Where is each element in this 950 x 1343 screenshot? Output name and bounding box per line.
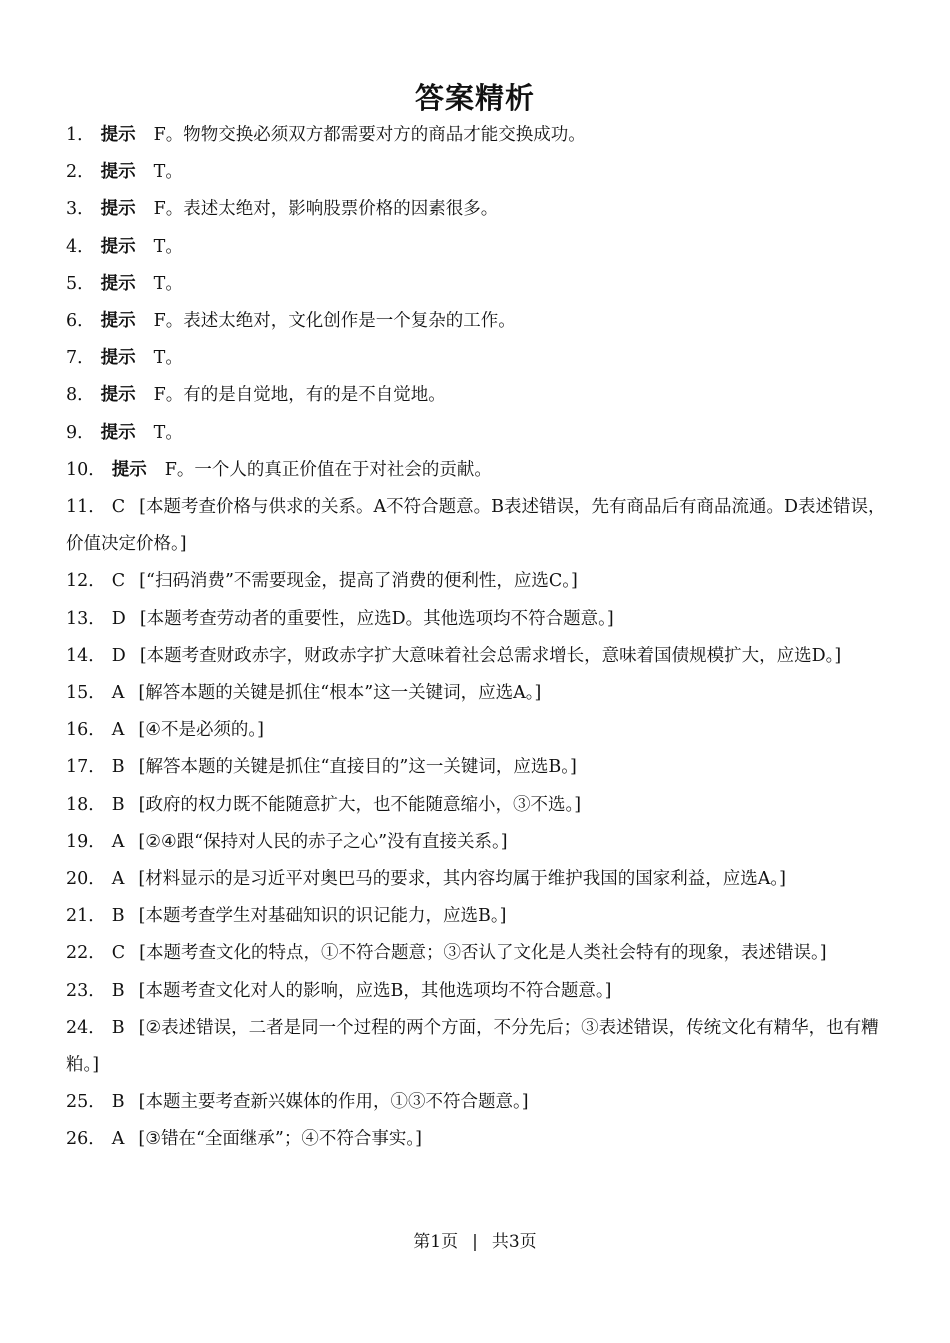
answer-number: 4． — [66, 236, 95, 257]
answer-explanation: T。 — [153, 422, 183, 443]
page-current: 第1页 — [413, 1232, 459, 1252]
answer-item — [66, 229, 886, 266]
answer-explanation: F。有的是自觉地，有的是不自觉地。 — [153, 385, 446, 406]
answer-hint-label: 提示 — [100, 125, 136, 145]
answer-explanation: [②④跟“保持对人民的赤子之心”没有直接关系。] — [138, 831, 508, 852]
answer-number: 3． — [66, 199, 95, 220]
answer-number: 9． — [66, 422, 95, 443]
answer-choice: C — [111, 943, 126, 964]
answer-item — [66, 303, 886, 340]
answer-choice: B — [111, 1092, 125, 1113]
answer-explanation: [本题主要考查新兴媒体的作用，①③不符合题意。] — [138, 1092, 529, 1113]
answer-choice: B — [111, 906, 125, 927]
answer-item — [66, 861, 886, 898]
answer-item — [66, 489, 886, 563]
answer-item — [66, 452, 886, 489]
answer-explanation: [本题考查劳动者的重要性，应选D。其他选项均不符合题意。] — [139, 608, 614, 629]
answer-item — [66, 675, 886, 712]
answer-item — [66, 749, 886, 786]
answer-explanation: T。 — [153, 273, 183, 294]
answer-number: 1． — [66, 125, 95, 145]
answer-hint-label: 提示 — [100, 348, 136, 369]
answer-number: 7． — [66, 348, 95, 369]
answer-list — [66, 117, 886, 1159]
answer-item — [66, 601, 886, 638]
answer-item — [66, 266, 886, 303]
answer-number: 17． — [66, 757, 106, 778]
answer-number: 13． — [66, 608, 106, 629]
page-footer — [0, 1227, 950, 1252]
answer-number: 22． — [66, 943, 106, 964]
answer-explanation: [本题考查财政赤字，财政赤字扩大意味着社会总需求增长，意味着国债规模扩大，应选D。] — [139, 645, 842, 666]
answer-explanation: [“扫码消费”不需要现金，提高了消费的便利性，应选C。] — [139, 571, 578, 592]
answer-number: 6． — [66, 311, 95, 332]
answer-explanation: [②表述错误，二者是同一个过程的两个方面，不分先后；③表述错误，传统文化有精华，也有糟粕。] — [66, 1017, 879, 1076]
answer-item — [66, 787, 886, 824]
answer-choice: B — [111, 757, 125, 778]
answer-number: 12． — [66, 571, 106, 592]
answer-explanation: [③错在“全面继承”；④不符合事实。] — [138, 1129, 422, 1150]
answer-number: 23． — [66, 980, 106, 1001]
answer-explanation: [材料显示的是习近平对奥巴马的要求，其内容均属于维护我国的国家利益，应选A。] — [138, 869, 786, 890]
answer-choice: A — [111, 831, 125, 852]
answer-item — [66, 824, 886, 861]
answer-hint-label: 提示 — [100, 422, 136, 443]
answer-explanation: [④不是必须的。] — [138, 720, 265, 741]
answer-hint-label: 提示 — [111, 459, 147, 480]
answer-choice: A — [111, 869, 125, 890]
answer-number: 18． — [66, 794, 106, 815]
answer-item — [66, 415, 886, 452]
answer-hint-label: 提示 — [100, 199, 136, 220]
answer-hint-label: 提示 — [100, 236, 136, 257]
answer-explanation: [解答本题的关键是抓住“根本”这一关键词，应选A。] — [138, 683, 542, 704]
answer-item — [66, 1084, 886, 1121]
answer-choice: C — [111, 497, 126, 518]
answer-explanation: [本题考查文化的特点，①不符合题意；③否认了文化是人类社会特有的现象，表述错误。] — [139, 943, 827, 964]
answer-explanation: F。一个人的真正价值在于对社会的贡献。 — [164, 459, 492, 480]
answer-number: 15． — [66, 683, 106, 704]
answer-explanation: T。 — [153, 236, 183, 257]
answer-choice: D — [111, 645, 126, 666]
answer-item — [66, 935, 886, 972]
answer-choice: A — [111, 720, 125, 741]
answer-explanation: F。表述太绝对，影响股票价格的因素很多。 — [153, 199, 499, 220]
answer-choice: A — [111, 683, 125, 704]
answer-item — [66, 117, 886, 154]
answer-explanation: F。物物交换必须双方都需要对方的商品才能交换成功。 — [153, 125, 586, 145]
answer-item — [66, 377, 886, 414]
page-total: 共3页 — [491, 1232, 537, 1252]
answer-number: 2． — [66, 162, 95, 183]
answer-item — [66, 191, 886, 228]
answer-number: 24． — [66, 1017, 106, 1038]
answer-number: 21． — [66, 906, 106, 927]
answer-hint-label: 提示 — [100, 273, 136, 294]
answer-item — [66, 638, 886, 675]
answer-explanation: T。 — [153, 162, 183, 183]
answer-item — [66, 898, 886, 935]
answer-item — [66, 1010, 886, 1084]
answer-number: 11． — [66, 497, 106, 518]
answer-explanation: [解答本题的关键是抓住“直接目的”这一关键词，应选B。] — [138, 757, 577, 778]
answer-number: 25． — [66, 1092, 106, 1113]
answer-choice: B — [111, 1017, 125, 1038]
answer-number: 5． — [66, 273, 95, 294]
page-title: 答案精析 — [414, 81, 535, 115]
answer-number: 8． — [66, 385, 95, 406]
answer-number: 26． — [66, 1129, 106, 1150]
answer-hint-label: 提示 — [100, 385, 136, 406]
answer-choice: D — [111, 608, 126, 629]
answer-item — [66, 340, 886, 377]
answer-explanation: T。 — [153, 348, 183, 369]
answer-choice: A — [111, 1129, 125, 1150]
answer-choice: B — [111, 794, 125, 815]
answer-explanation: [本题考查价格与供求的关系。A不符合题意。B表述错误，先有商品后有商品流通。D表述错误，价值决定价格。] — [66, 497, 886, 555]
answer-choice: C — [111, 571, 126, 592]
answer-number: 10． — [66, 459, 106, 480]
answer-hint-label: 提示 — [100, 311, 136, 332]
answer-item — [66, 154, 886, 191]
answer-choice: B — [111, 980, 125, 1001]
answer-hint-label: 提示 — [100, 162, 136, 183]
answer-item — [66, 563, 886, 600]
answer-item — [66, 973, 886, 1010]
answer-item — [66, 712, 886, 749]
answer-item — [66, 1121, 886, 1158]
answer-number: 14． — [66, 645, 106, 666]
answer-explanation: F。表述太绝对，文化创作是一个复杂的工作。 — [153, 311, 516, 332]
answer-explanation: [本题考查文化对人的影响，应选B，其他选项均不符合题意。] — [138, 980, 612, 1001]
answer-explanation: [政府的权力既不能随意扩大，也不能随意缩小，③不选。] — [138, 794, 582, 815]
answer-number: 20． — [66, 869, 106, 890]
answer-number: 19． — [66, 831, 106, 852]
answer-number: 16． — [66, 720, 106, 741]
page-separator: | — [472, 1232, 478, 1252]
answer-explanation: [本题考查学生对基础知识的识记能力，应选B。] — [138, 906, 507, 927]
